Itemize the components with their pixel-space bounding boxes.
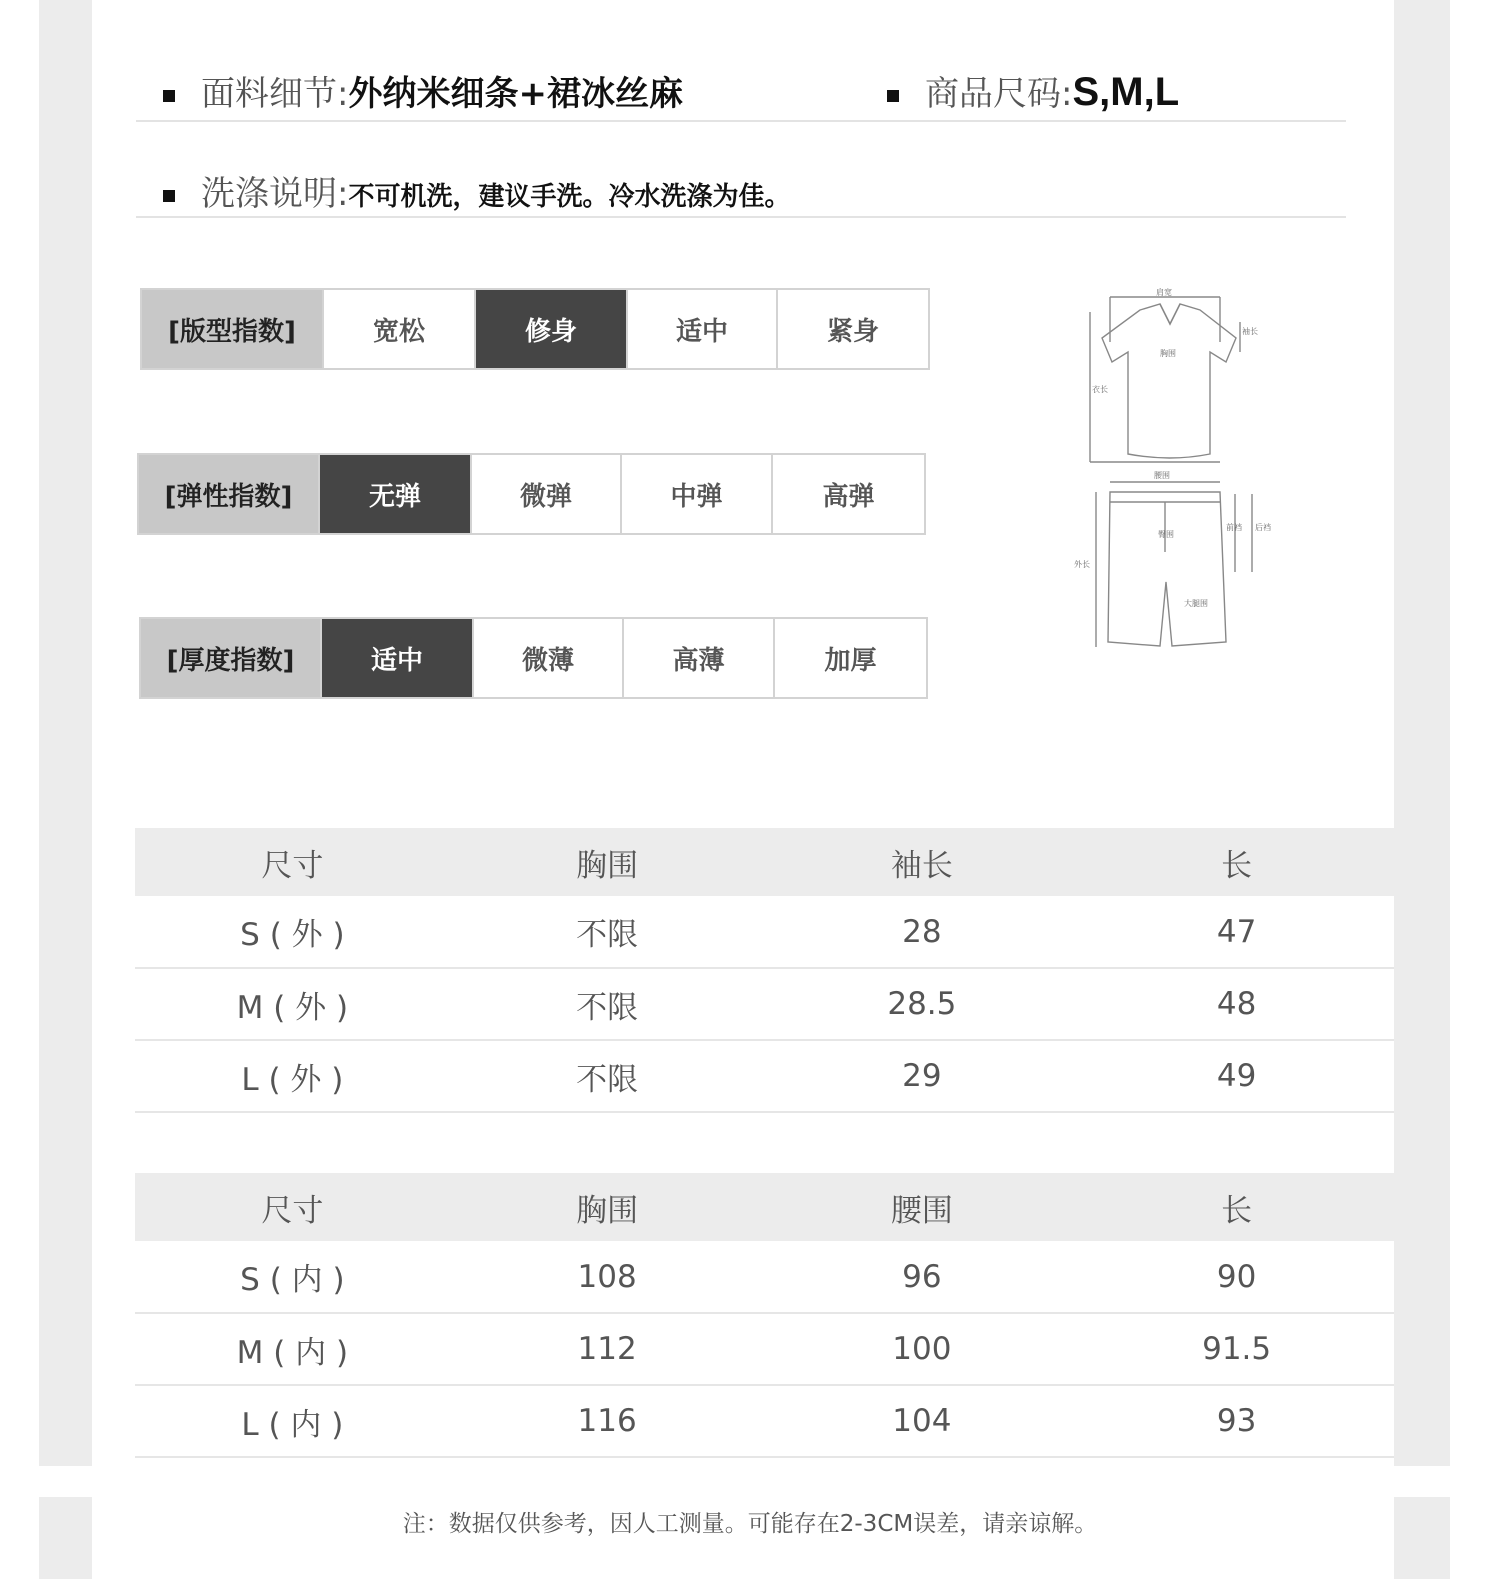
cell-length: 48 [1216,986,1257,1022]
diagram-waist: 腰围 [1154,471,1170,480]
diagram-length: 衣长 [1092,385,1108,394]
tshirt-icon [1090,297,1240,462]
table-row [135,1241,1394,1313]
diagram-front-rise: 前裆 [1226,523,1242,532]
diagram-shoulder: 肩宽 [1156,288,1172,297]
size-label: 商品尺码: [925,74,1073,114]
cell-size: L ( 内 ) [241,1406,344,1443]
fabric-detail [163,66,683,115]
cell-waist: 104 [892,1403,952,1439]
cell-size: M ( 外 ) [236,989,349,1026]
diagram-thigh: 大腿围 [1184,599,1208,608]
cell-size: S ( 内 ) [240,1262,345,1298]
col-size: 尺寸 [261,847,324,884]
table-row [135,896,1394,968]
measurement-note: 注：数据仅供参考，因人工测量。可能存在2-3CM误差，请亲谅解。 [402,1511,1098,1537]
table-row [135,1313,1394,1385]
diagram-chest: 胸围 [1160,349,1176,358]
diagram-outer-length: 外长 [1074,560,1090,569]
measurement-diagram [1060,282,1290,662]
elasticity-option-high: 高弹 [773,455,924,533]
thickness-option-thick: 加厚 [775,619,926,697]
fit-option-loose: 宽松 [324,290,476,368]
table-row [135,968,1394,1040]
col-sleeve: 袖长 [890,847,953,884]
thickness-index-label: [厚度指数] [141,619,322,697]
cell-length: 49 [1216,1058,1257,1094]
col-size: 尺寸 [261,1192,324,1229]
cell-chest: 116 [577,1403,637,1439]
thickness-index [139,617,928,699]
col-chest: 胸围 [576,847,639,884]
fit-index [140,288,930,370]
bullet-icon [163,190,175,202]
table-header-row [135,1173,1394,1241]
cell-size: S ( 外 ) [240,917,345,953]
fit-option-regular: 适中 [628,290,778,368]
cell-length: 93 [1216,1403,1257,1439]
wash-value: 不可机洗，建议手洗。冷水洗涤为佳。 [348,182,791,212]
wash-instructions [163,166,790,215]
divider [136,216,1346,218]
elasticity-option-medium: 中弹 [622,455,773,533]
thickness-option-very-thin: 高薄 [624,619,775,697]
cell-chest: 108 [577,1258,637,1295]
cell-sleeve: 28 [902,913,942,950]
thickness-option-medium: 适中 [322,619,474,697]
left-margin-strip [39,0,92,1466]
cell-length: 91.5 [1202,1331,1272,1367]
cell-waist: 96 [902,1258,942,1295]
col-waist: 腰围 [890,1192,953,1229]
size-table-inner [135,1173,1394,1458]
divider [136,120,1346,122]
elasticity-index [137,453,926,535]
diagram-sleeve: 袖长 [1242,327,1258,336]
diagram-hip: 臀围 [1158,530,1174,539]
fit-option-slim: 修身 [476,290,628,368]
cell-chest: 不限 [576,917,639,953]
fit-index-label: [版型指数] [142,290,324,368]
col-chest: 胸围 [576,1192,639,1229]
wash-label: 洗涤说明: [201,174,349,214]
cell-length: 47 [1216,913,1257,950]
right-margin-strip [1394,0,1450,1466]
cell-sleeve: 29 [902,1058,942,1094]
cell-chest: 112 [577,1331,637,1367]
bullet-icon [163,90,175,102]
cell-size: L ( 外 ) [241,1061,344,1098]
cell-size: M ( 内 ) [236,1334,349,1371]
size-value: S,M,L [1072,70,1180,114]
table-row [135,1385,1394,1457]
product-size [887,66,1179,115]
col-length: 长 [1221,847,1253,884]
table-header-row [135,828,1394,896]
cell-waist: 100 [892,1331,952,1367]
elasticity-index-label: [弹性指数] [139,455,320,533]
cell-chest: 不限 [576,989,639,1026]
cell-chest: 不限 [576,1061,639,1098]
col-length: 长 [1221,1192,1253,1229]
elasticity-option-slight: 微弹 [472,455,622,533]
size-table-outer [135,828,1394,1113]
cell-length: 90 [1216,1258,1257,1295]
fabric-value: 外纳米细条+裙冰丝麻 [348,74,683,114]
thickness-option-thin: 微薄 [474,619,624,697]
bullet-icon [887,90,899,102]
cell-sleeve: 28.5 [887,986,957,1022]
fabric-label: 面料细节: [201,74,349,114]
fit-option-tight: 紧身 [778,290,928,368]
diagram-back-rise: 后裆 [1255,523,1271,532]
elasticity-option-none: 无弹 [320,455,472,533]
pants-icon [1096,482,1252,647]
table-row [135,1040,1394,1112]
